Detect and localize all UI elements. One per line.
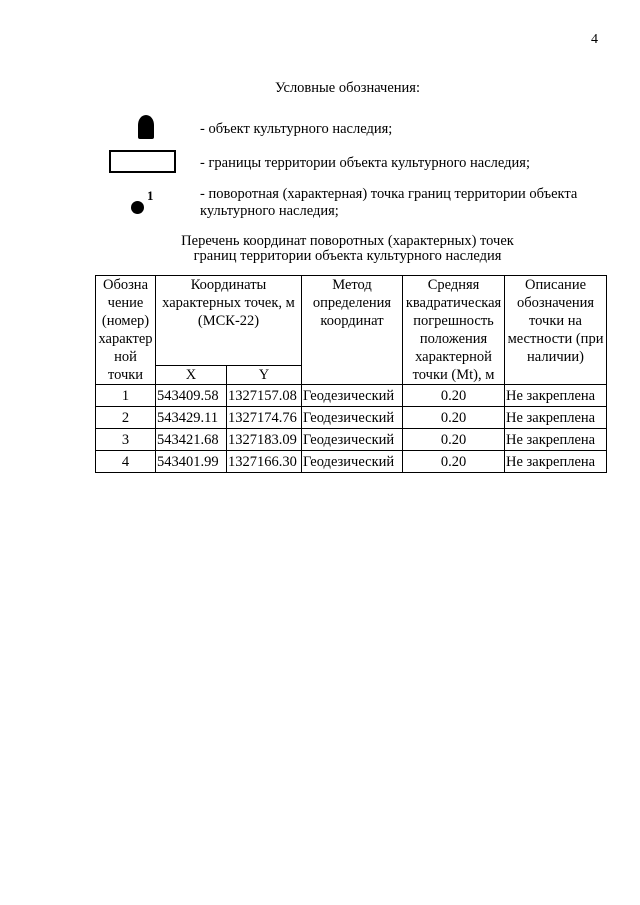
- cell-description: Не закреплена: [505, 451, 607, 473]
- cell-y: 1327174.76: [227, 407, 302, 429]
- table-row: [96, 451, 607, 473]
- cell-y: 1327183.09: [227, 429, 302, 451]
- header-method: Метод определения координат: [302, 276, 403, 385]
- header-y: Y: [227, 366, 302, 385]
- legend-item-heritage-object: - объект культурного наследия;: [200, 121, 393, 137]
- cell-x: 543409.58: [156, 385, 227, 407]
- cell-y: 1327157.08: [227, 385, 302, 407]
- turning-point-label: 1: [147, 188, 154, 203]
- cell-error: 0.20: [403, 429, 505, 451]
- coordinates-table: [95, 275, 607, 473]
- legend-item-turning-point: - поворотная (характерная) точка границ территории объекта культурного наследия;: [200, 186, 578, 219]
- cell-method: Геодезический: [302, 407, 403, 429]
- table-row: [96, 385, 607, 407]
- cell-num: 2: [96, 407, 156, 429]
- cell-error: 0.20: [403, 407, 505, 429]
- cell-method: Геодезический: [302, 429, 403, 451]
- table-heading-line-2: границ территории объекта культурного наследия: [193, 248, 502, 264]
- cell-description: Не закреплена: [505, 407, 607, 429]
- boundary-rectangle-icon: [109, 150, 176, 173]
- header-coordinates: Координаты характерных точек, м (МСК-22): [156, 276, 302, 366]
- legend-item-boundary: - границы территории объекта культурного наследия;: [200, 155, 530, 171]
- legend-title: Условные обозначения:: [274, 80, 421, 96]
- cell-method: Геодезический: [302, 385, 403, 407]
- header-description: Описание обозначения точки на местности (при наличии): [505, 276, 607, 385]
- table-row: [96, 407, 607, 429]
- heritage-object-marker-icon: [138, 115, 154, 139]
- cell-description: Не закреплена: [505, 429, 607, 451]
- cell-num: 4: [96, 451, 156, 473]
- header-designation: Обозна чение (номер) характер ной точки: [96, 276, 156, 385]
- cell-method: Геодезический: [302, 451, 403, 473]
- cell-x: 543401.99: [156, 451, 227, 473]
- cell-error: 0.20: [403, 451, 505, 473]
- turning-point-dot-icon: [131, 201, 144, 214]
- cell-x: 543421.68: [156, 429, 227, 451]
- cell-description: Не закреплена: [505, 385, 607, 407]
- cell-num: 1: [96, 385, 156, 407]
- cell-x: 543429.11: [156, 407, 227, 429]
- page-number: 4: [591, 32, 598, 47]
- cell-y: 1327166.30: [227, 451, 302, 473]
- table-heading-line-1: Перечень координат поворотных (характерных) точек: [181, 233, 514, 249]
- cell-error: 0.20: [403, 385, 505, 407]
- header-error: Средняя квадратическая погрешность положения характерной точки (Mt), м: [403, 276, 505, 385]
- cell-num: 3: [96, 429, 156, 451]
- table-row: [96, 429, 607, 451]
- header-x: X: [156, 366, 227, 385]
